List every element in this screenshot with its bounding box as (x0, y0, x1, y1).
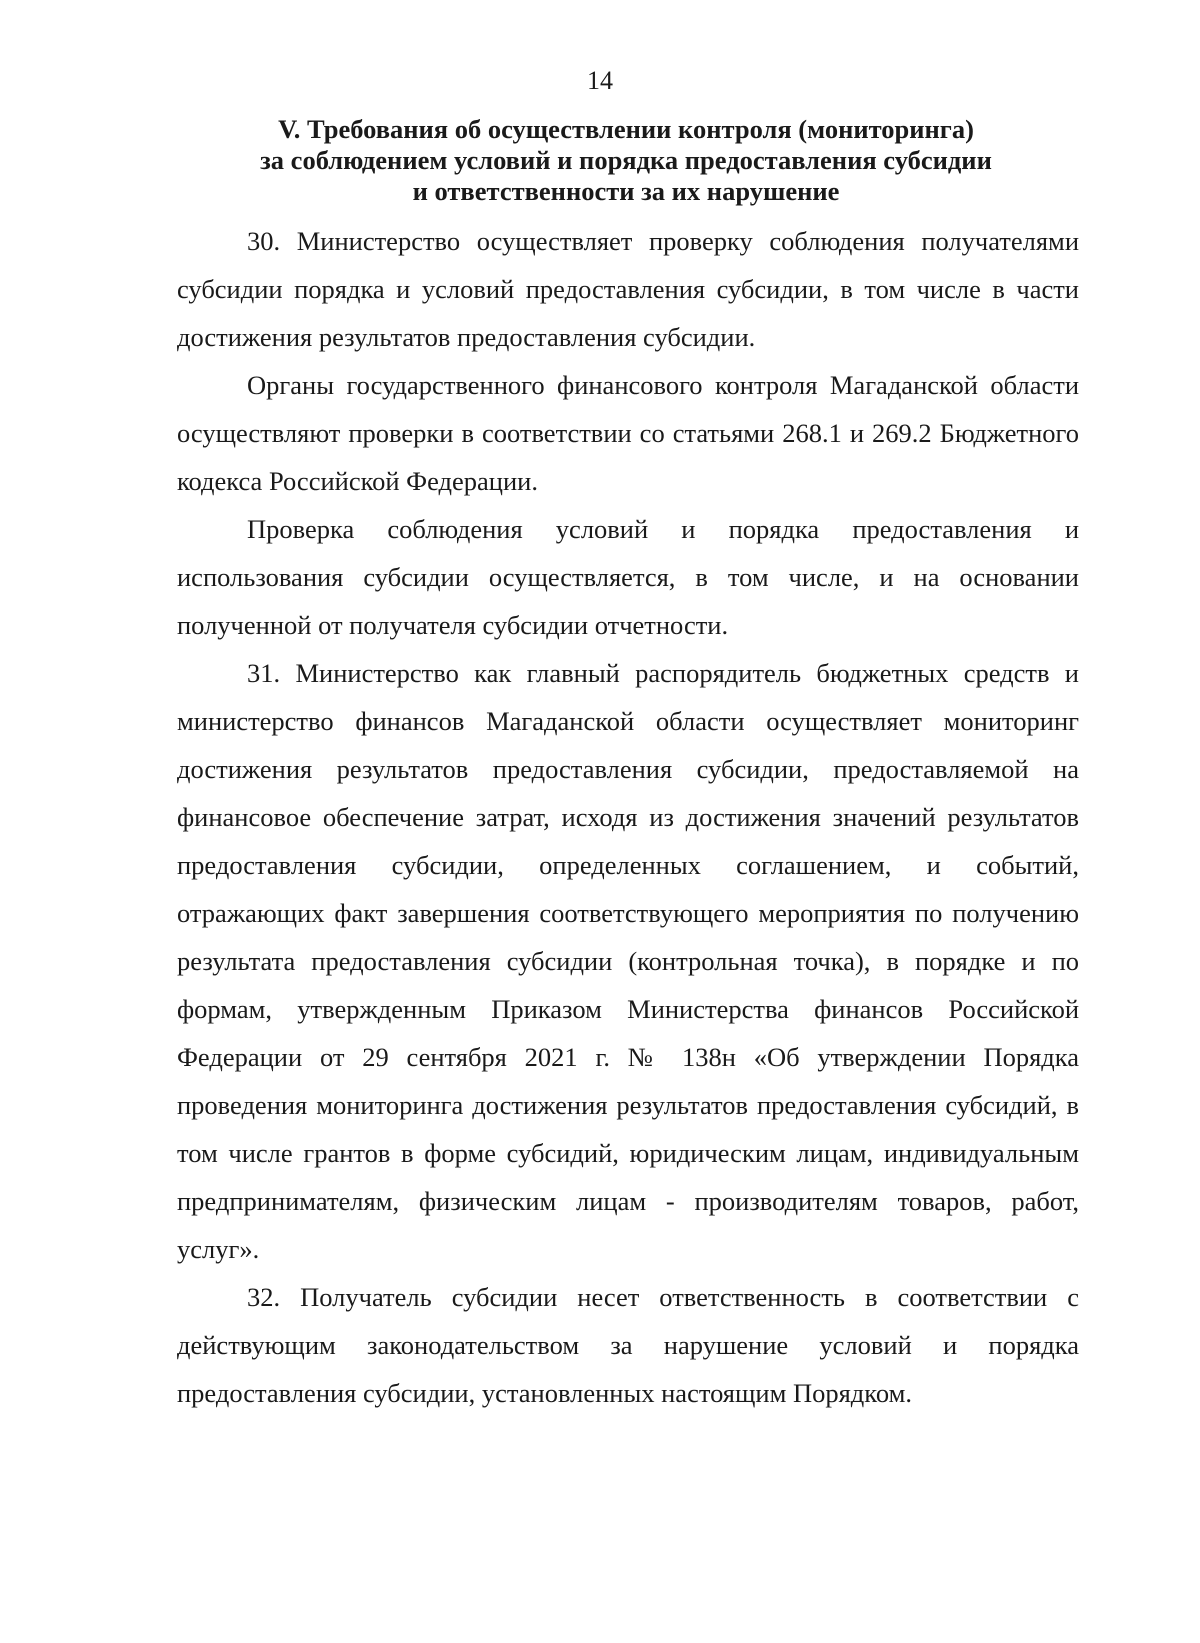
paragraph-financial-control: Органы государственного финансового контроля Магаданской области осуществляют проверки в соответствии со статьями 268.1 и 269.2 Бюджетного кодекса Российской Федерации. (177, 370, 1079, 496)
paragraph-31: 31. Министерство как главный распорядитель бюджетных средств и министерство финансов Магаданской области осуществляет мониторинг достижения результатов предоставления субсидии, предоставляемой на финансовое обеспечение затрат, исходя из достижения значений результатов предоставления субсидии, определенных соглашением, и событий, отражающих факт завершения соответствующего мероприятия по получению результата предоставления субсидии (контрольная точка), в порядке и по формам, утвержденным Приказом Министерства финансов Российской Федерации от 29 сентября 2021 г. № 138н «Об утверждении Порядка проведения мониторинга достижения результатов предоставления субсидий, в том числе грантов в форме субсидий, юридическим лицам, индивидуальным предпринимателям, физическим лицам - производителям товаров, работ, услуг». (177, 658, 1079, 1264)
paragraph-30: 30. Министерство осуществляет проверку соблюдения получателями субсидии порядка и условий предоставления субсидии, в том числе в части достижения результатов предоставления субсидии. (177, 226, 1079, 352)
section-heading (170, 114, 1082, 207)
document-body (177, 217, 1079, 1417)
page-number: 14 (587, 66, 613, 95)
paragraph-compliance-check: Проверка соблюдения условий и порядка предоставления и использования субсидии осуществляется, в том числе, и на основании полученной от получателя субсидии отчетности. (177, 514, 1079, 640)
heading-line-3: и ответственности за их нарушение (412, 176, 840, 206)
heading-line-1: V. Требования об осуществлении контроля (мониторинга) (278, 114, 974, 144)
paragraph-32: 32. Получатель субсидии несет ответственность в соответствии с действующим законодательством за нарушение условий и порядка предоставления субсидии, установленных настоящим Порядком. (177, 1282, 1079, 1408)
heading-line-2: за соблюдением условий и порядка предоставления субсидии (260, 145, 992, 175)
